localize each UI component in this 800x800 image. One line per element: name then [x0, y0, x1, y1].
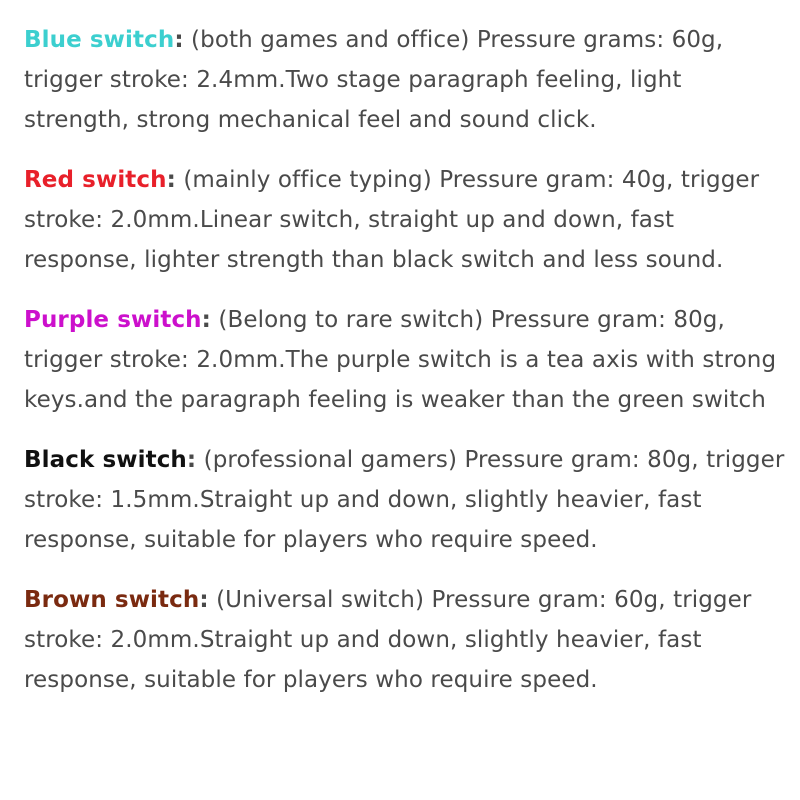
red-switch-title: Red switch	[24, 167, 167, 193]
purple-switch-paragraph	[24, 300, 788, 420]
blue-switch-title: Blue switch	[24, 27, 175, 53]
brown-switch-title: Brown switch	[24, 587, 200, 613]
brown-switch-description: (Universal switch) Pressure gram: 60g, trigger stroke: 2.0mm.Straight up and down, slightly heavier, fast response, suitable for players who require speed.	[24, 587, 752, 693]
switch-description-document	[24, 20, 788, 720]
purple-switch-colon: :	[201, 307, 211, 333]
brown-switch-paragraph	[24, 580, 788, 700]
red-switch-colon: :	[166, 167, 176, 193]
blue-switch-description: (both games and office) Pressure grams: 60g, trigger stroke: 2.4mm.Two stage paragraph feeling, light strength, strong mechanical feel and sound click.	[24, 27, 724, 133]
red-switch-paragraph	[24, 160, 788, 280]
black-switch-colon: :	[186, 447, 197, 473]
red-switch-description: (mainly office typing) Pressure gram: 40g, trigger stroke: 2.0mm.Linear switch, straight up and down, fast response, lighter strength than black switch and less sound.	[24, 167, 760, 273]
black-switch-title: Black switch	[24, 447, 187, 473]
brown-switch-colon: :	[199, 587, 209, 613]
blue-switch-colon: :	[174, 27, 184, 53]
purple-switch-description: (Belong to rare switch) Pressure gram: 80g, trigger stroke: 2.0mm.The purple switch is a tea axis with strong keys.and the paragraph feeling is weaker than the green switch	[24, 307, 777, 413]
black-switch-description: (professional gamers) Pressure gram: 80g, trigger stroke: 1.5mm.Straight up and down, slightly heavier, fast response, suitable for players who require speed.	[24, 447, 785, 553]
blue-switch-paragraph	[24, 20, 788, 140]
black-switch-paragraph	[24, 440, 788, 560]
purple-switch-title: Purple switch	[24, 307, 202, 333]
